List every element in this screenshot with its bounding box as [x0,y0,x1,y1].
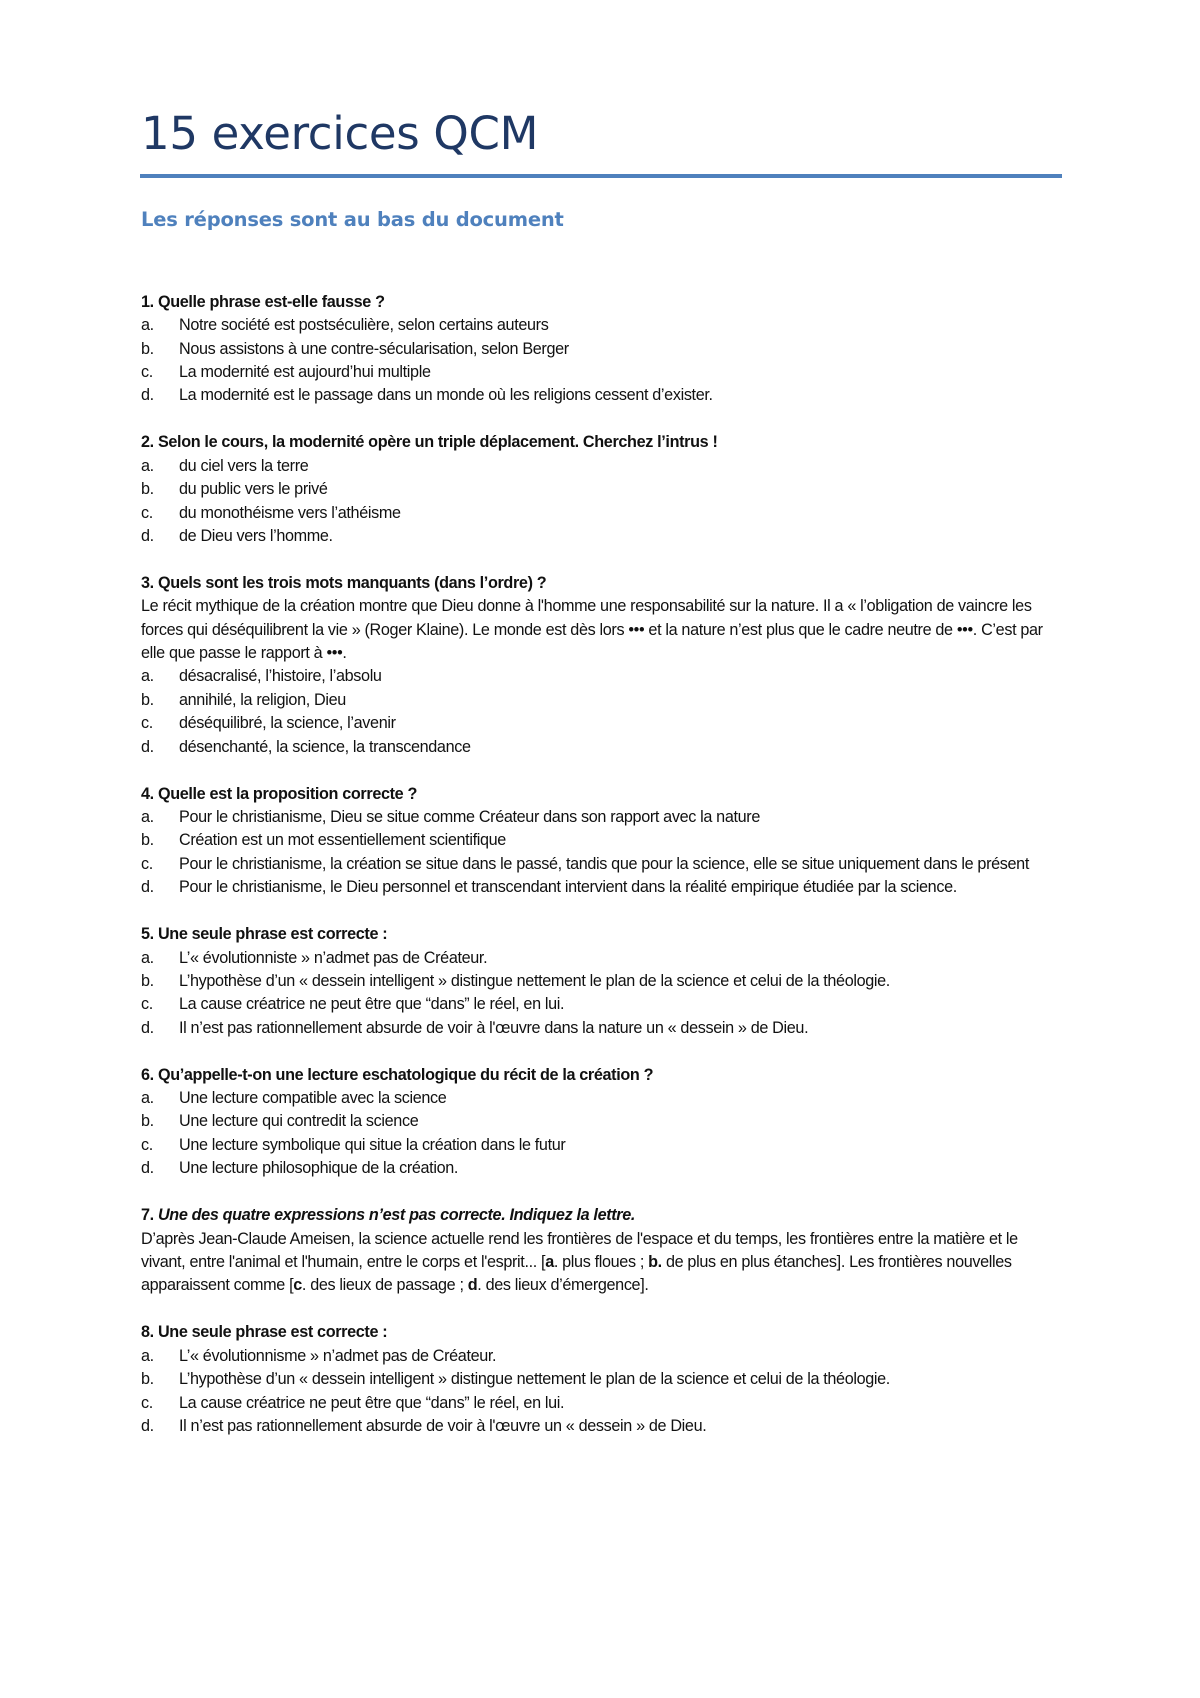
question-3 [141,572,1061,759]
option-letter: c. [141,714,153,733]
choice-letter-b: b. [648,1252,662,1271]
option-letter: d. [141,1416,154,1435]
question-7 [141,1204,1061,1298]
option-c [141,712,1061,735]
option-letter: a. [141,456,154,475]
option-text: Pour le christianisme, Dieu se situe comme Créateur dans son rapport avec la nature [179,807,760,826]
choice-letter-a: a [545,1252,554,1271]
option-text: Nous assistons à une contre-sécularisation, selon Berger [179,339,569,358]
option-c [141,361,1061,384]
option-list [141,947,1061,1041]
choice-letter-c: c [293,1276,302,1295]
question-title: 3. Quels sont les trois mots manquants (dans l’ordre) ? [141,573,547,592]
question-title: 8. Une seule phrase est correcte : [141,1323,388,1342]
question-title [141,1204,1061,1227]
option-letter: a. [141,1089,154,1108]
option-text: Une lecture qui contredit la science [179,1112,419,1131]
option-b [141,970,1061,993]
option-d [141,1157,1061,1180]
question-1 [141,291,1061,408]
option-letter: a. [141,807,154,826]
option-c [141,502,1061,525]
question-5 [141,923,1061,1040]
question-passage: Le récit mythique de la création montre que Dieu donne à l'homme une responsabilité sur la nature. Il a « l’obligation de vaincre les forces qui déséquilibrent la vie » (Roger Klaine). Le monde est dès lors ••• et la nature n’est plus que le cadre neutre de •••. C’est par elle que passe le rapport à •••. [141,597,1043,663]
option-letter: a. [141,948,154,967]
option-text: La modernité est le passage dans un monde où les religions cessent d’exister. [179,386,713,405]
option-letter: b. [141,971,154,990]
option-text: L’« évolutionniste » n’admet pas de Créateur. [179,948,488,967]
option-a [141,665,1061,688]
option-c [141,1134,1061,1157]
option-list [141,665,1061,759]
option-d [141,1017,1061,1040]
option-letter: d. [141,526,154,545]
option-text: Une lecture compatible avec la science [179,1089,447,1108]
option-b [141,338,1061,361]
option-letter: d. [141,878,154,897]
option-a [141,947,1061,970]
option-text: La modernité est aujourd’hui multiple [179,362,431,381]
option-letter: d. [141,386,154,405]
question-6 [141,1064,1061,1181]
option-text: déséquilibré, la science, l’avenir [179,714,396,733]
document-title: 15 exercices QCM [141,107,539,160]
option-d [141,876,1061,899]
option-text: L’hypothèse d’un « dessein intelligent » distingue nettement le plan de la science et celui de la théologie. [179,971,890,990]
question-list [141,291,1061,1439]
option-c [141,1392,1061,1415]
option-text: Une lecture symbolique qui situe la création dans le futur [179,1135,566,1154]
option-letter: c. [141,1135,153,1154]
question-8 [141,1321,1061,1438]
option-c [141,853,1061,876]
option-letter: d. [141,1018,154,1037]
option-list [141,806,1061,900]
option-text: Une lecture philosophique de la création. [179,1159,459,1178]
option-a [141,806,1061,829]
option-letter: a. [141,1346,154,1365]
option-list [141,314,1061,408]
option-text: annihilé, la religion, Dieu [179,690,346,709]
option-text: Notre société est postséculière, selon certains auteurs [179,316,549,335]
option-b [141,829,1061,852]
passage-part: D’après Jean-Claude Ameisen, la science actuelle rend les frontières de l'espace et du temps, les frontières entre la matière et le vivant, entre l'animal et l'humain, entre le corps et l'esprit... [ [141,1229,1018,1271]
document-subtitle: Les réponses sont au bas du document [141,207,564,231]
question-title: 6. Qu’appelle-t-on une lecture eschatologique du récit de la création ? [141,1065,654,1084]
option-text: du monothéisme vers l’athéisme [179,503,401,522]
option-text: Pour le christianisme, la création se situe dans le passé, tandis que pour la science, elle se situe uniquement dans le présent [179,854,1029,873]
option-letter: c. [141,362,153,381]
option-text: L’« évolutionnisme » n’admet pas de Créateur. [179,1346,497,1365]
question-title: 4. Quelle est la proposition correcte ? [141,784,418,803]
passage-part: . des lieux d’émergence]. [477,1276,649,1295]
question-passage [141,1228,1061,1298]
option-letter: b. [141,831,154,850]
option-a [141,1087,1061,1110]
question-4 [141,783,1061,900]
option-d [141,736,1061,759]
option-text: Pour le christianisme, le Dieu personnel et transcendant intervient dans la réalité empirique étudiée par la science. [179,878,957,897]
option-text: La cause créatrice ne peut être que “dans” le réel, en lui. [179,1393,565,1412]
option-letter: d. [141,1159,154,1178]
option-letter: a. [141,316,154,335]
option-c [141,993,1061,1016]
passage-part: de plus en plus étanches]. Les frontières nouvelles apparaissent comme [ [141,1252,1012,1295]
question-title-text: Une des quatre expressions n’est pas correcte. Indiquez la lettre. [157,1206,636,1225]
option-a [141,1345,1061,1368]
option-letter: c. [141,503,153,522]
question-2 [141,431,1061,548]
option-text: du ciel vers la terre [179,456,309,475]
option-a [141,314,1061,337]
passage-part: . plus floues ; [553,1252,649,1271]
title-underline [140,174,1062,178]
option-d [141,384,1061,407]
choice-letter-d: d [467,1276,478,1295]
option-a [141,455,1061,478]
option-b [141,1110,1061,1133]
option-text: désenchanté, la science, la transcendance [179,737,471,756]
option-letter: b. [141,1370,154,1389]
option-list [141,1345,1061,1439]
question-number: 7. [141,1206,154,1225]
option-text: Il n’est pas rationnellement absurde de voir à l'œuvre dans la nature un « dessein » de Dieu. [179,1018,809,1037]
option-text: du public vers le privé [179,480,328,499]
document-content [141,108,1061,1462]
option-b [141,478,1061,501]
question-title: 1. Quelle phrase est-elle fausse ? [141,292,385,311]
option-text: de Dieu vers l’homme. [179,526,333,545]
option-letter: c. [141,854,153,873]
option-letter: d. [141,737,154,756]
question-title: 5. Une seule phrase est correcte : [141,925,388,944]
option-letter: a. [141,667,154,686]
question-title: 2. Selon le cours, la modernité opère un triple déplacement. Cherchez l’intrus ! [141,433,718,452]
option-list [141,455,1061,549]
option-letter: b. [141,690,154,709]
option-text: La cause créatrice ne peut être que “dans” le réel, en lui. [179,995,565,1014]
option-b [141,689,1061,712]
option-letter: c. [141,995,153,1014]
option-text: Création est un mot essentiellement scientifique [179,831,506,850]
option-b [141,1368,1061,1391]
option-letter: b. [141,480,154,499]
option-list [141,1087,1061,1181]
option-text: désacralisé, l’histoire, l’absolu [179,667,382,686]
option-letter: c. [141,1393,153,1412]
option-d [141,525,1061,548]
option-text: L’hypothèse d’un « dessein intelligent » distingue nettement le plan de la science et celui de la théologie. [179,1370,890,1389]
passage-part: . des lieux de passage ; [301,1276,468,1295]
option-letter: b. [141,339,154,358]
option-text: Il n’est pas rationnellement absurde de voir à l'œuvre un « dessein » de Dieu. [179,1416,707,1435]
option-d [141,1415,1061,1438]
option-letter: b. [141,1112,154,1131]
